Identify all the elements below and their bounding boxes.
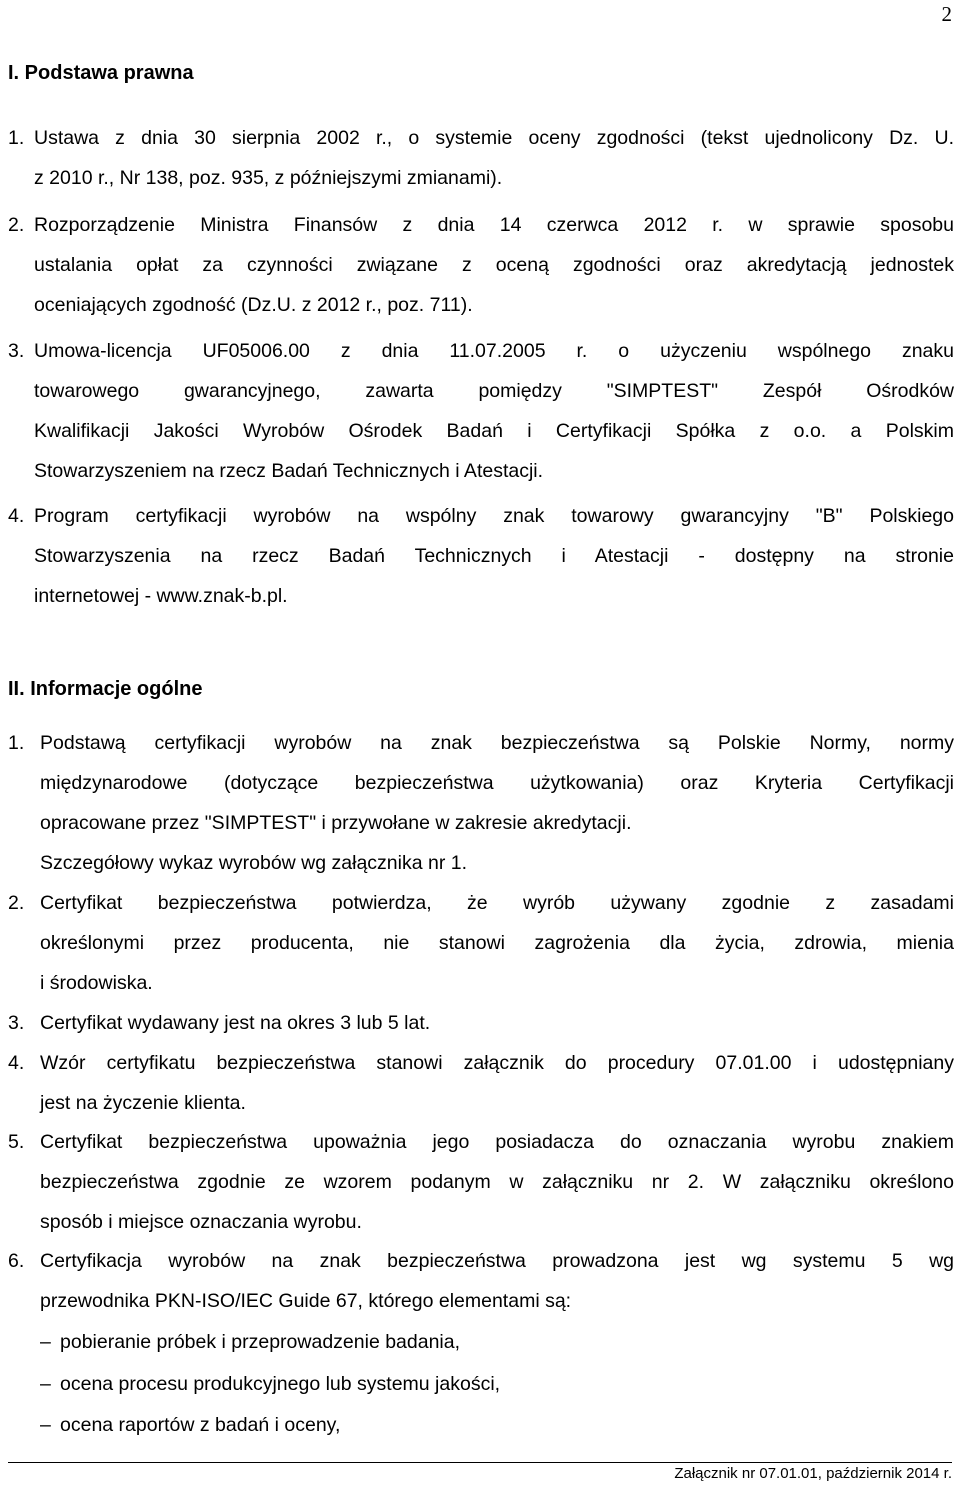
item-line: międzynarodowe (dotyczące bezpieczeństwa użytkowania) oraz Kryteria Certyfikacji [40, 772, 954, 794]
item-line: Kwalifikacji Jakości Wyrobów Ośrodek Badań i Certyfikacji Spółka z o.o. a Polskim [34, 420, 954, 442]
item-line: Stowarzyszenia na rzecz Badań Technicznych i Atestacji - dostępny na stronie [34, 545, 954, 567]
item-line: Certyfikat bezpieczeństwa upoważnia jego posiadacza do oznaczania wyrobu znakiem [40, 1131, 954, 1153]
item-number: 5. [8, 1131, 25, 1153]
page-footer: Załącznik nr 07.01.01, październik 2014 r. [674, 1465, 952, 1482]
item-line: ustalania opłat za czynności związane z oceną zgodności oraz akredytacją jednostek [34, 254, 954, 276]
item-line: Program certyfikacji wyrobów na wspólny znak towarowy gwarancyjny "B" Polskiego [34, 505, 954, 527]
item-line: Umowa-licencja UF05006.00 z dnia 11.07.2005 r. o użyczeniu wspólnego znaku [34, 340, 954, 362]
dash-icon: – [40, 1331, 51, 1353]
list-item [8, 1003, 954, 1043]
item-line: Certyfikacja wyrobów na znak bezpieczeństwa prowadzona jest wg systemu 5 wg [40, 1250, 954, 1272]
item-number: 4. [8, 1052, 25, 1074]
section-heading-general-info: II. Informacje ogólne [8, 678, 203, 700]
item-line: jest na życzenie klienta. [40, 1092, 246, 1114]
list-item [8, 723, 954, 883]
bullet-text: ocena raportów z badań i oceny, [60, 1414, 341, 1436]
bullet-text: ocena procesu produkcyjnego lub systemu jakości, [60, 1373, 501, 1395]
item-line: Szczegółowy wykaz wyrobów wg załącznika nr 1. [40, 852, 468, 874]
item-line: oceniających zgodność (Dz.U. z 2012 r., poz. 711). [34, 294, 473, 316]
item-line: Ustawa z dnia 30 sierpnia 2002 r., o systemie oceny zgodności (tekst ujednolicony Dz. U. [34, 127, 954, 149]
item-number: 1. [8, 127, 25, 149]
list-item [8, 496, 954, 616]
item-line: przewodnika PKN-ISO/IEC Guide 67, którego elementami są: [40, 1290, 572, 1312]
item-line: internetowej - www.znak-b.pl. [34, 585, 288, 607]
bullet-text: pobieranie próbek i przeprowadzenie badania, [60, 1331, 461, 1353]
item-number: 6. [8, 1250, 25, 1272]
item-number: 3. [8, 340, 25, 362]
list-item [8, 118, 954, 198]
item-line: towarowego gwarancyjnego, zawarta pomiędzy "SIMPTEST" Zespół Ośrodków [34, 380, 954, 402]
dash-icon: – [40, 1373, 51, 1395]
item-line: opracowane przez "SIMPTEST" i przywołane w zakresie akredytacji. [40, 812, 632, 834]
dash-icon: – [40, 1414, 51, 1436]
bullet-item [40, 1364, 500, 1404]
list-item [8, 1043, 954, 1123]
item-line: Certyfikat bezpieczeństwa potwierdza, że wyrób używany zgodnie z zasadami [40, 892, 954, 914]
bullet-item [40, 1405, 340, 1445]
item-line: Podstawą certyfikacji wyrobów na znak bezpieczeństwa są Polskie Normy, normy [40, 732, 954, 754]
item-line: Rozporządzenie Ministra Finansów z dnia 14 czerwca 2012 r. w sprawie sposobu [34, 214, 954, 236]
bullet-item [40, 1322, 460, 1362]
list-item [8, 205, 954, 325]
item-number: 2. [8, 214, 25, 236]
footer-divider [8, 1462, 952, 1463]
item-line: Certyfikat wydawany jest na okres 3 lub 5 lat. [40, 1012, 431, 1034]
list-item [8, 883, 954, 1003]
item-line: określonymi przez producenta, nie stanowi zagrożenia dla życia, zdrowia, mienia [40, 932, 954, 954]
item-line: z 2010 r., Nr 138, poz. 935, z późniejszymi zmianami). [34, 167, 503, 189]
page-number: 2 [941, 2, 952, 26]
item-line: bezpieczeństwa zgodnie ze wzorem podanym w załączniku nr 2. W załączniku określono [40, 1171, 954, 1193]
item-line: Wzór certyfikatu bezpieczeństwa stanowi załącznik do procedury 07.01.00 i udostępniany [40, 1052, 954, 1074]
item-number: 4. [8, 505, 25, 527]
item-line: sposób i miejsce oznaczania wyrobu. [40, 1211, 362, 1233]
item-number: 1. [8, 732, 25, 754]
item-line: Stowarzyszeniem na rzecz Badań Technicznych i Atestacji. [34, 460, 544, 482]
list-item [8, 1122, 954, 1242]
item-number: 3. [8, 1012, 25, 1034]
item-number: 2. [8, 892, 25, 914]
list-item [8, 331, 954, 491]
item-line: i środowiska. [40, 972, 153, 994]
list-item [8, 1241, 954, 1321]
section-heading-legal-basis: I. Podstawa prawna [8, 62, 194, 84]
